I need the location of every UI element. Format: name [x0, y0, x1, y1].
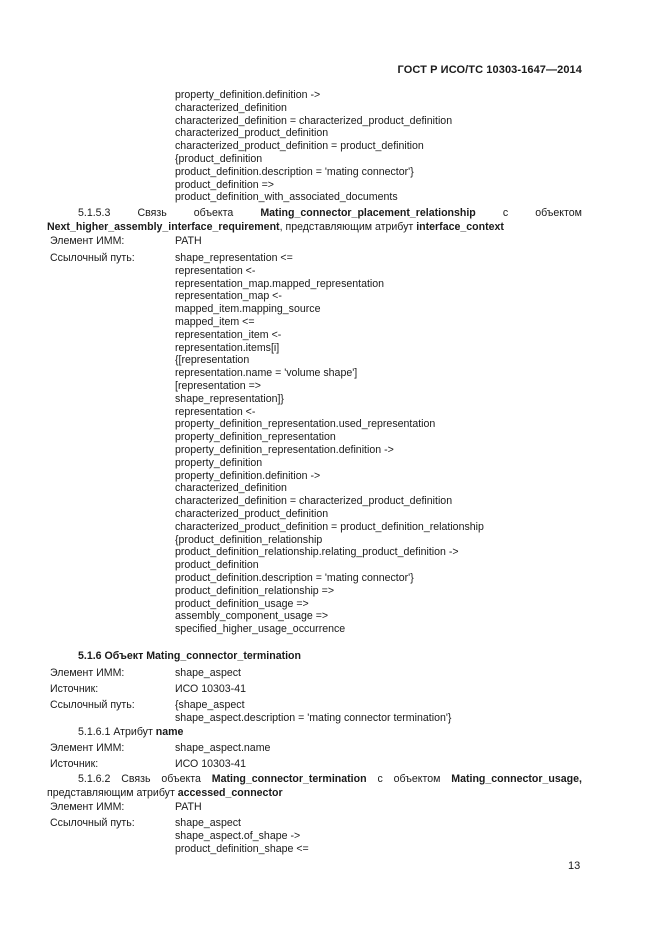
- code-line: shape_aspect: [175, 817, 241, 829]
- code-line: representation.items[i]: [175, 341, 280, 354]
- section-516-title: 5.1.6 Объект Mating_connector_termination: [78, 650, 302, 662]
- entity-name: Mating_connector_termination: [211, 773, 367, 785]
- imm-value: shape_aspect.name: [175, 742, 271, 754]
- section-5153-line2: [47, 220, 582, 234]
- code-line: mapped_item <=: [175, 315, 255, 328]
- code-line: characterized_definition = characterized_product_definition: [175, 495, 453, 508]
- code-line: representation <-: [175, 405, 256, 418]
- heading-word: объектом: [393, 773, 441, 785]
- section-5161-title: [78, 726, 183, 738]
- entity-name: Mating_connector_placement_relationship: [260, 207, 476, 219]
- heading-word: Связь: [137, 207, 167, 219]
- code-line: {shape_aspect: [175, 699, 245, 711]
- code-line: specified_higher_usage_occurrence: [175, 623, 346, 636]
- imm-value: PATH: [175, 801, 202, 813]
- code-line: shape_aspect.description = 'mating connector termination'}: [175, 711, 452, 724]
- attribute-name: accessed_connector: [177, 787, 283, 799]
- section-5162-heading: [47, 772, 582, 800]
- section-5162-line2: [47, 786, 582, 800]
- code-line: property_definition: [175, 456, 263, 469]
- heading-text: представляющим атрибут: [47, 787, 178, 799]
- code-line: representation.name = 'volume shape']: [175, 367, 358, 380]
- heading-text: 5.1.6.1 Атрибут: [78, 726, 156, 738]
- code-line: product_definition_shape <=: [175, 842, 309, 855]
- ref-path-label: Ссылочный путь:: [50, 817, 135, 829]
- code-line: product_definition_usage =>: [175, 597, 309, 610]
- attribute-name: name: [155, 726, 184, 738]
- heading-word: объекта: [161, 773, 201, 785]
- imm-label: Элемент ИММ:: [50, 667, 125, 679]
- ref-path-block: [175, 252, 484, 636]
- code-line: assembly_component_usage =>: [175, 610, 329, 623]
- code-line: characterized_product_definition = product_definition: [175, 140, 424, 153]
- code-line: characterized_definition: [175, 101, 287, 114]
- ref-path-block: [175, 817, 309, 855]
- heading-word: с: [377, 773, 383, 785]
- code-line: representation_map.mapped_representation: [175, 277, 385, 290]
- heading-word: с: [502, 207, 509, 219]
- code-line: shape_aspect.of_shape ->: [175, 829, 301, 842]
- code-line: shape_representation]}: [175, 392, 284, 405]
- code-line: product_definition_relationship =>: [175, 584, 335, 597]
- imm-label: Элемент ИММ:: [50, 801, 125, 813]
- ref-path-label: Ссылочный путь:: [50, 699, 135, 711]
- code-line: property_definition_representation.definition ->: [175, 443, 394, 456]
- code-line: representation_item <-: [175, 328, 282, 341]
- section-number: 5.1.6.2: [78, 773, 111, 785]
- page-number: 13: [568, 860, 581, 872]
- code-line: characterized_definition = characterized_product_definition: [175, 114, 453, 127]
- imm-label: Элемент ИММ:: [50, 235, 125, 247]
- ref-path-block: [175, 699, 451, 725]
- code-line: product_definition.description = 'mating connector'}: [175, 165, 414, 178]
- code-line: product_definition_relationship.relating_product_definition ->: [175, 546, 459, 559]
- code-line: product_definition: [175, 559, 259, 572]
- code-line: characterized_product_definition = product_definition_relationship: [175, 520, 484, 533]
- code-line: [representation =>: [175, 379, 261, 392]
- section-5162-line1: [47, 772, 582, 786]
- section-5153-line1: [47, 206, 582, 220]
- code-line: property_definition_representation: [175, 431, 336, 444]
- code-line: representation_map <-: [175, 290, 282, 303]
- heading-text: , представляющим атрибут: [279, 221, 417, 233]
- code-line: property_definition_representation.used_representation: [175, 418, 436, 431]
- code-line: {product_definition_relationship: [175, 533, 323, 546]
- code-line: {[representation: [175, 354, 250, 367]
- top-code-block: [175, 89, 452, 204]
- section-5153-heading: [47, 206, 582, 234]
- code-line: property_definition.definition ->: [175, 469, 321, 482]
- attribute-name: interface_context: [416, 221, 504, 233]
- code-line: product_definition.description = 'mating connector'}: [175, 571, 414, 584]
- heading-word: объекта: [193, 207, 234, 219]
- code-line: characterized_product_definition: [175, 127, 329, 140]
- code-line: product_definition_with_associated_documents: [175, 191, 398, 204]
- ref-path-label: Ссылочный путь:: [50, 252, 135, 264]
- code-line: {product_definition: [175, 152, 263, 165]
- code-line: shape_representation <=: [175, 252, 293, 264]
- section-number: 5.1.5.3: [78, 207, 111, 219]
- code-line: characterized_product_definition: [175, 507, 329, 520]
- code-line: mapped_item.mapping_source: [175, 303, 321, 316]
- document-header: ГОСТ Р ИСО/ТС 10303-1647—2014: [397, 64, 582, 76]
- source-label: Источник:: [50, 758, 99, 770]
- code-line: product_definition =>: [175, 178, 274, 191]
- source-value: ИСО 10303-41: [175, 758, 246, 770]
- source-label: Источник:: [50, 683, 99, 695]
- code-line: characterized_definition: [175, 482, 287, 495]
- imm-value: shape_aspect: [175, 667, 241, 679]
- imm-value: PATH: [175, 235, 202, 247]
- imm-label: Элемент ИММ:: [50, 742, 125, 754]
- source-value: ИСО 10303-41: [175, 683, 246, 695]
- entity-name: Mating_connector_usage,: [451, 773, 582, 785]
- heading-word: Связь: [121, 773, 151, 785]
- entity-name: Next_higher_assembly_interface_requirement: [47, 221, 280, 233]
- code-line: representation <-: [175, 264, 256, 277]
- heading-word: объектом: [535, 207, 582, 219]
- code-line: property_definition.definition ->: [175, 89, 321, 101]
